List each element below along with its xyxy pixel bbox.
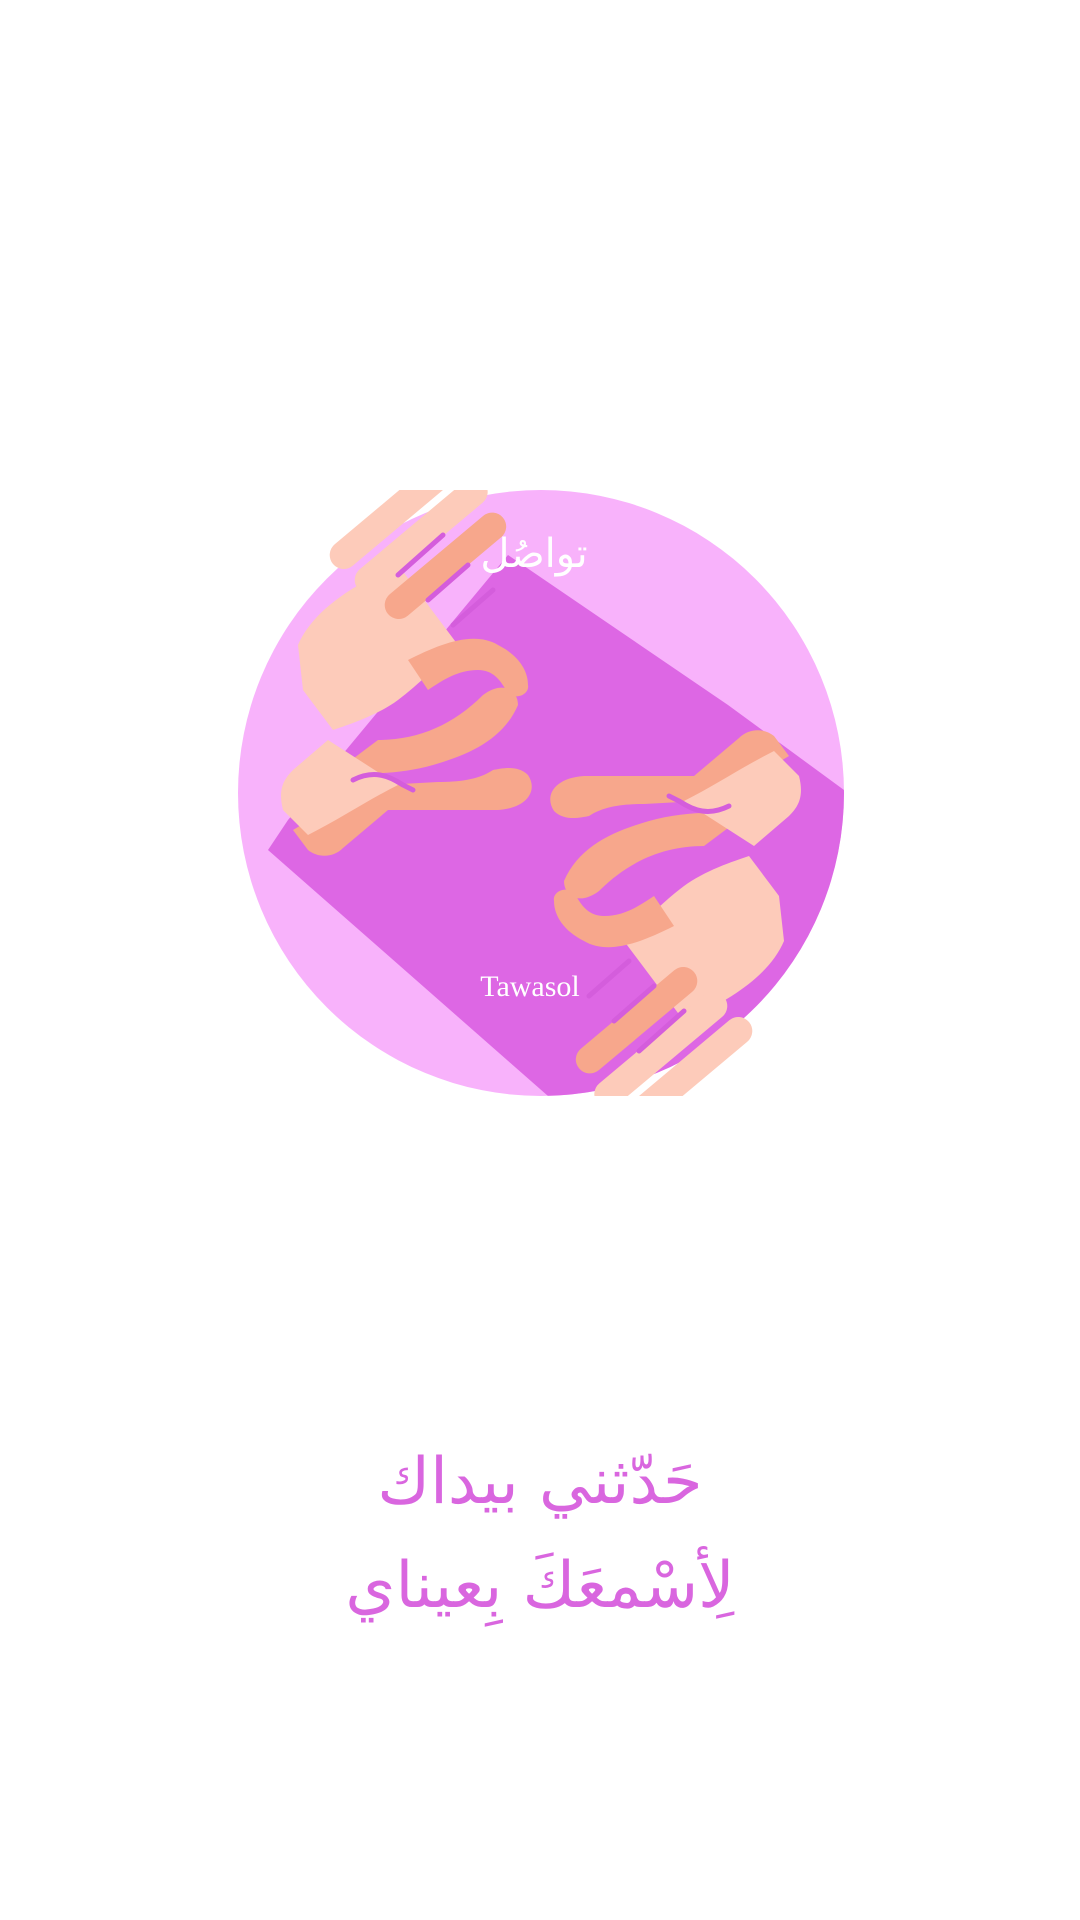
logo-arabic-name: تواصُل (480, 531, 588, 577)
app-logo (238, 490, 844, 1096)
tagline-line-1: حَدّثني بيداك (377, 1445, 703, 1519)
logo-badge (238, 490, 844, 1096)
tagline-line-2: لِأسْمعَكَ بِعيناي (345, 1549, 735, 1623)
tagline (0, 1430, 1080, 1638)
logo-latin-name: Tawasol (480, 970, 580, 1003)
